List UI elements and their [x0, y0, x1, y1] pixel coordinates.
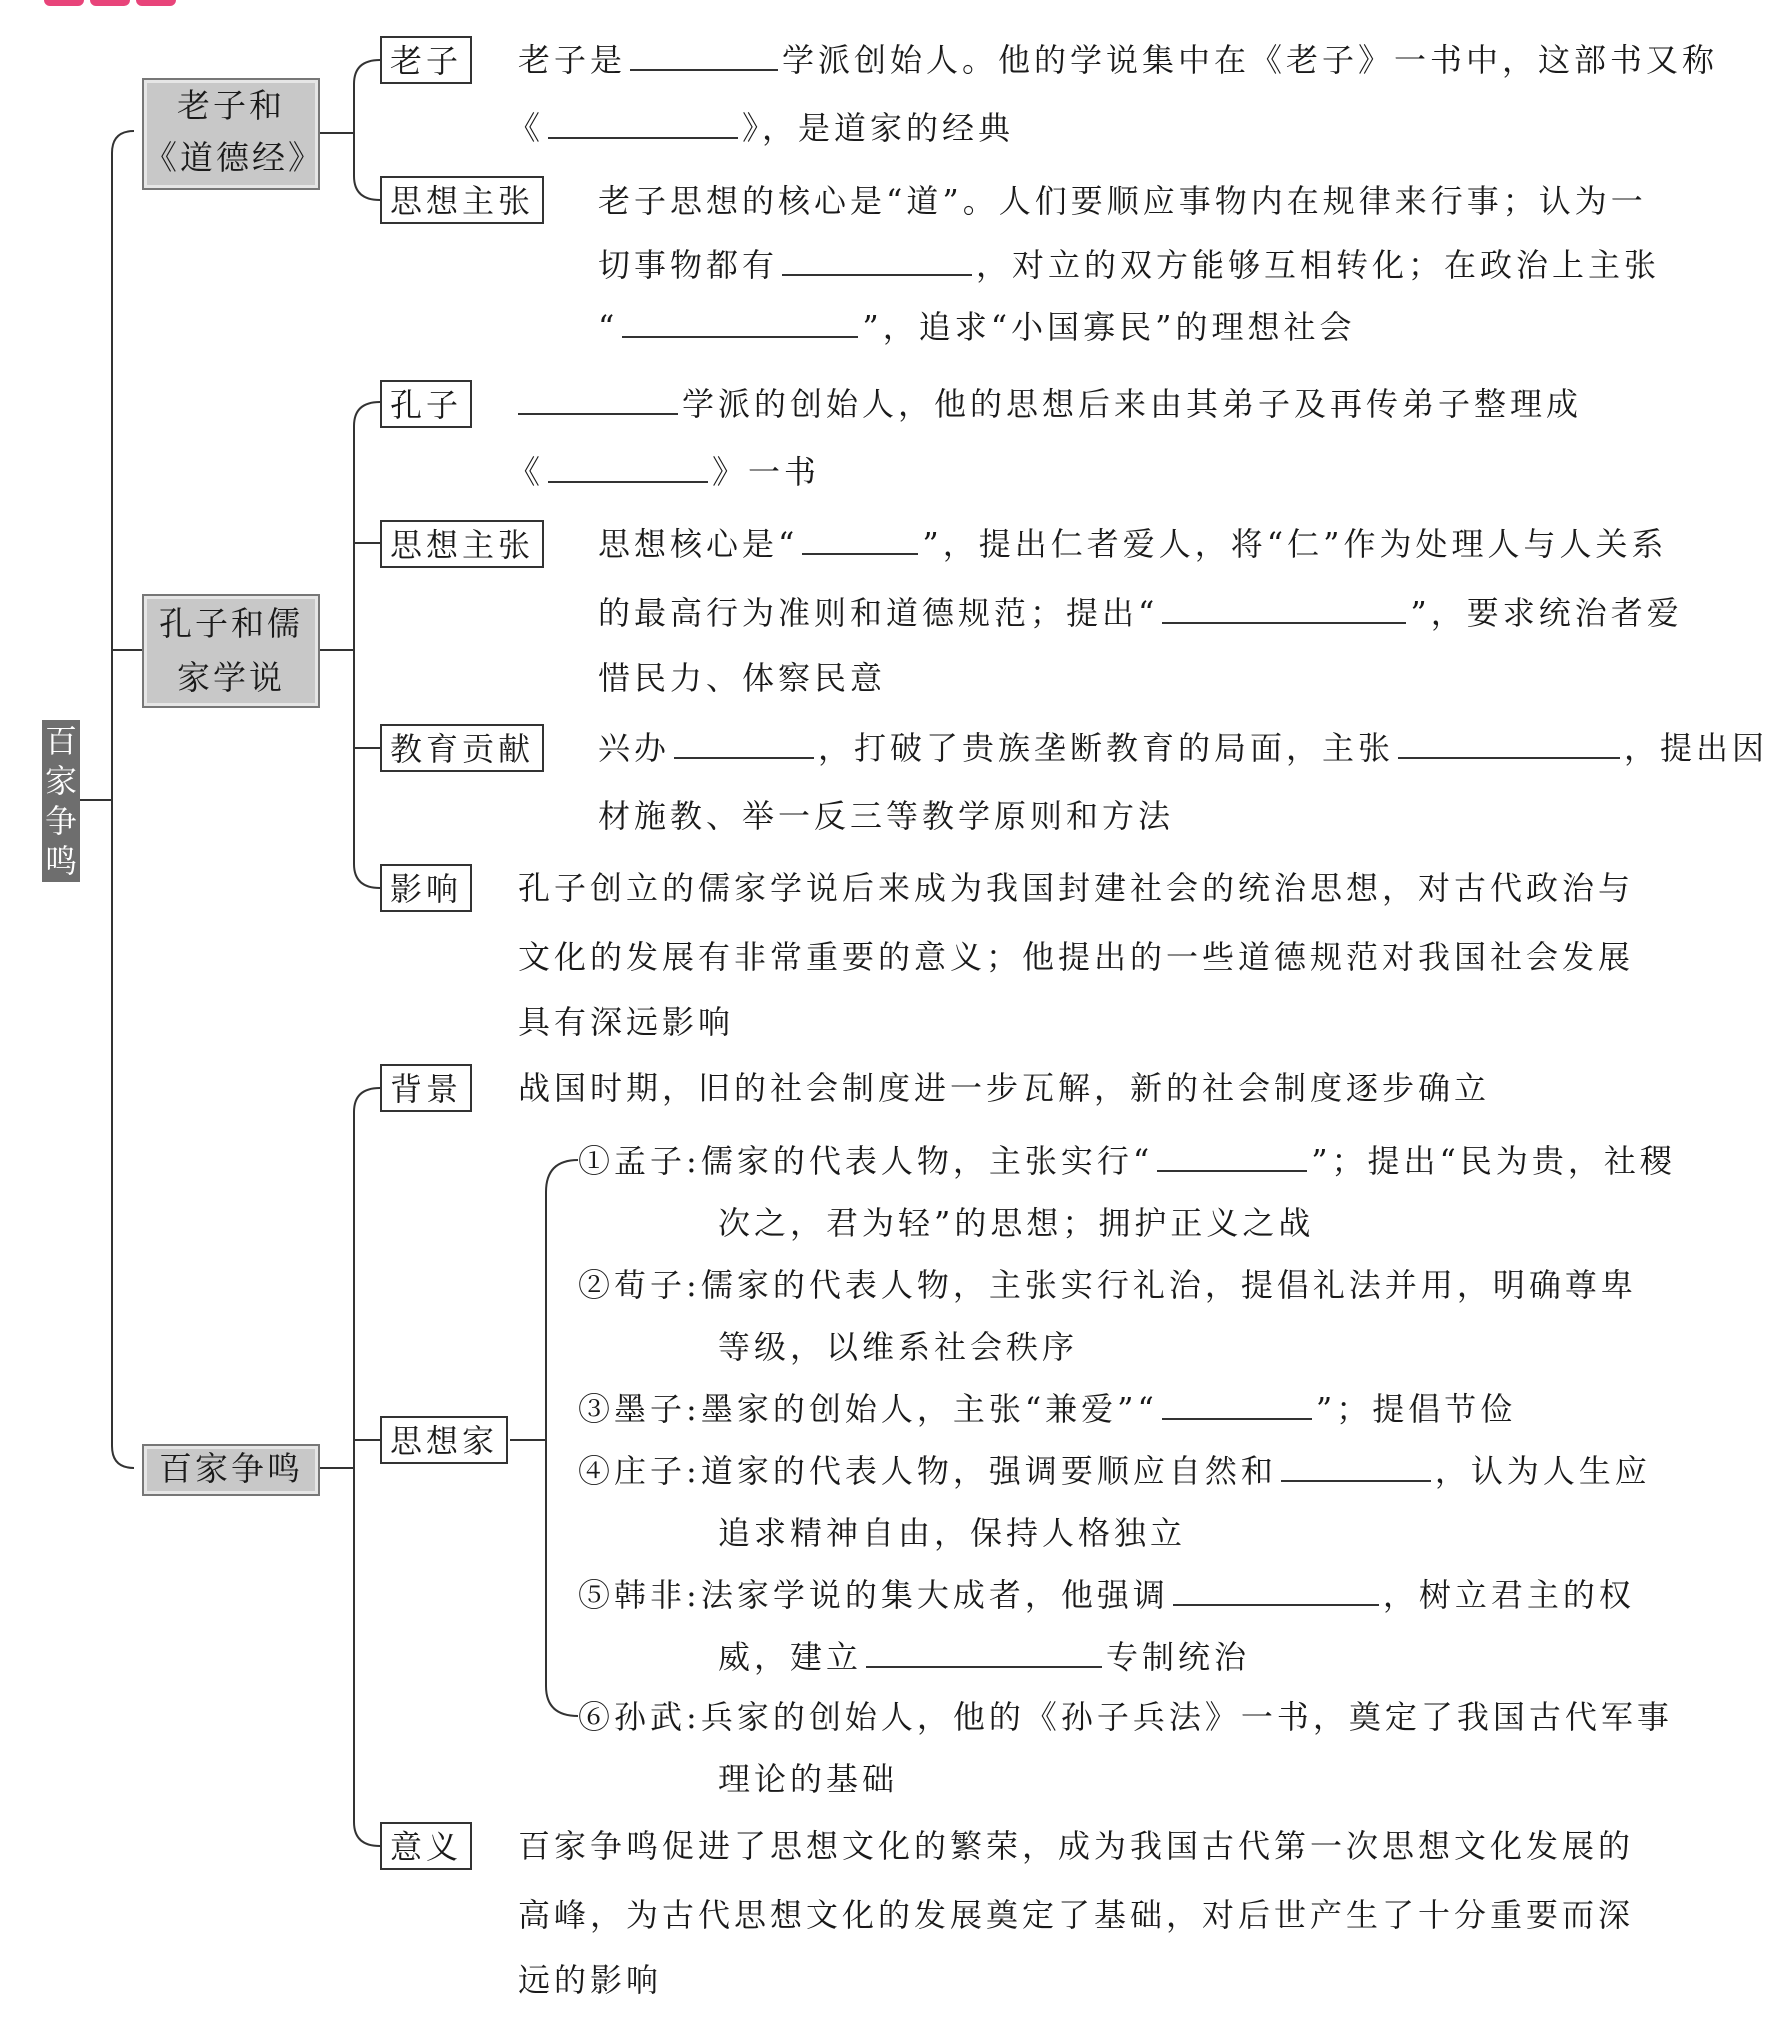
thinker-mozi: ③墨子:墨家的创始人，主张“兼爱”“ ”；提倡节俭 — [578, 1378, 1516, 1440]
thinker-sunwu: ⑥孙武:兵家的创始人，他的《孙子兵法》一书，奠定了我国古代军事 理论的基础 — [578, 1686, 1673, 1810]
tag-kongzi-influence: 影响 — [380, 864, 472, 912]
node-laozi-daodejing — [142, 78, 324, 190]
fill-blank[interactable] — [1398, 725, 1620, 759]
thinker-xunzi: ②荀子:儒家的代表人物，主张实行礼治，提倡礼法并用，明确尊卑 等级，以维系社会秩序 — [578, 1254, 1637, 1378]
thinker-name: 墨子 — [614, 1390, 687, 1428]
root-char: 鸣 — [44, 842, 77, 880]
tag-thinkers: 思想家 — [380, 1416, 508, 1464]
thinker-name: 孟子 — [614, 1142, 687, 1180]
thinker-continuation: 理论的基础 — [718, 1760, 899, 1798]
fill-blank[interactable] — [674, 725, 814, 759]
fill-blank[interactable] — [518, 381, 678, 415]
fill-blank[interactable] — [1162, 590, 1406, 624]
text-line: 老子思想的核心是“道”。人们要顺应事物内在规律来行事；认为一 — [598, 182, 1647, 220]
thinker-hanfei: ⑤韩非:法家学说的集大成者，他强调 ，树立君主的权 威，建立 专制统治 — [578, 1564, 1635, 1688]
text-line: 高峰，为古代思想文化的发展奠定了基础，对后世产生了十分重要而深 — [518, 1896, 1635, 1934]
tag-laozi-thought: 思想主张 — [380, 176, 544, 224]
tag-laozi: 老子 — [380, 36, 472, 84]
root-char: 百 — [44, 722, 77, 760]
node-title-line: 孔子和儒 — [159, 604, 303, 643]
text-line: 《 》一书 — [508, 438, 1748, 506]
laozi-paragraph — [508, 26, 1748, 162]
node-title-line: 家学说 — [177, 658, 285, 697]
fill-blank[interactable] — [802, 521, 918, 555]
tag-background: 背景 — [380, 1064, 472, 1112]
thinker-number: ① — [578, 1142, 615, 1180]
text-line: 思想核心是“ ”，提出仁者爱人，将“仁”作为处理人与人关系 — [598, 510, 1748, 578]
laozi-thought-paragraph — [598, 168, 1748, 358]
fill-blank[interactable] — [548, 105, 738, 139]
fill-blank[interactable] — [622, 304, 858, 338]
meaning-paragraph — [518, 1812, 1748, 2010]
fill-blank[interactable] — [1157, 1138, 1307, 1172]
text-line: 战国时期，旧的社会制度进一步瓦解，新的社会制度逐步确立 — [518, 1069, 1491, 1107]
kongzi-education-paragraph — [598, 714, 1769, 850]
thinker-number: ② — [578, 1266, 615, 1304]
node-kongzi-rujia — [142, 594, 320, 708]
text-line: 具有深远影响 — [518, 1003, 735, 1041]
tag-kongzi-thought: 思想主张 — [380, 520, 544, 568]
text-line: 惜民力、体察民意 — [598, 659, 887, 697]
kongzi-paragraph — [508, 370, 1748, 506]
thinker-number: ⑥ — [578, 1698, 615, 1736]
tag-meaning: 意义 — [380, 1822, 472, 1870]
node-title-line: 《道德经》 — [144, 138, 324, 177]
text-line: 文化的发展有非常重要的意义；他提出的一些道德规范对我国社会发展 — [518, 938, 1635, 976]
thinker-mengzi: ①孟子:儒家的代表人物，主张实行“ ”；提出“民为贵，社稷 次之，君为轻”的思想；拥护正义之战 — [578, 1130, 1676, 1254]
text-line: 孔子创立的儒家学说后来成为我国封建社会的统治思想，对古代政治与 — [518, 869, 1635, 907]
node-baijia: 百家争鸣 — [142, 1444, 320, 1496]
thinker-continuation: 次之，君为轻”的思想；拥护正义之战 — [718, 1204, 1315, 1242]
thinker-number: ③ — [578, 1390, 615, 1428]
thinker-continuation: 威，建立 专制统治 — [578, 1626, 1635, 1688]
text-line: 材施教、举一反三等教学原则和方法 — [598, 797, 1175, 835]
tag-kongzi: 孔子 — [380, 380, 472, 428]
text-line: 远的影响 — [518, 1961, 663, 1999]
tag-kongzi-education: 教育贡献 — [380, 724, 544, 772]
text-line: 兴办 ，打破了贵族垄断教育的局面，主张 ，提出因 — [598, 714, 1748, 782]
root-char: 争 — [44, 802, 77, 840]
root-node — [42, 720, 80, 882]
fill-blank[interactable] — [782, 242, 972, 276]
fill-blank[interactable] — [1281, 1448, 1431, 1482]
thinker-name: 荀子 — [614, 1266, 687, 1304]
text-line: 切事物都有 ，对立的双方能够互相转化；在政治上主张 — [598, 234, 1748, 296]
node-title-line: 老子和 — [177, 86, 285, 125]
text-line: 百家争鸣促进了思想文化的繁荣，成为我国古代第一次思想文化发展的 — [518, 1827, 1635, 1865]
thinker-zhuangzi: ④庄子:道家的代表人物，强调要顺应自然和 ，认为人生应 追求精神自由，保持人格独立 — [578, 1440, 1651, 1564]
kongzi-thought-paragraph — [598, 510, 1748, 708]
thinker-number: ④ — [578, 1452, 615, 1490]
thinker-name: 庄子 — [614, 1452, 687, 1490]
thinker-name: 孙武 — [614, 1698, 687, 1736]
fill-blank[interactable] — [630, 37, 778, 71]
thinker-name: 韩非 — [614, 1576, 687, 1614]
fill-blank[interactable] — [548, 449, 708, 483]
thinker-number: ⑤ — [578, 1576, 615, 1614]
fill-blank[interactable] — [866, 1634, 1102, 1668]
text-line: “ ”，追求“小国寡民”的理想社会 — [598, 296, 1748, 358]
text-line: 学派的创始人，他的思想后来由其弟子及再传弟子整理成 — [518, 370, 1748, 438]
kongzi-influence-paragraph — [518, 854, 1748, 1052]
text-line: 老子是 学派创始人。他的学说集中在《老子》一书中，这部书又称 — [518, 26, 1748, 94]
thinker-continuation: 追求精神自由，保持人格独立 — [718, 1514, 1187, 1552]
fill-blank[interactable] — [1162, 1386, 1312, 1420]
root-char: 家 — [44, 762, 77, 800]
text-line: 的最高行为准则和道德规范；提出“ ”，要求统治者爱 — [598, 578, 1748, 648]
text-line: 《 》，是道家的经典 — [508, 94, 1748, 162]
background-paragraph — [518, 1054, 1748, 1122]
thinker-continuation: 等级，以维系社会秩序 — [718, 1328, 1079, 1366]
fill-blank[interactable] — [1173, 1572, 1379, 1606]
